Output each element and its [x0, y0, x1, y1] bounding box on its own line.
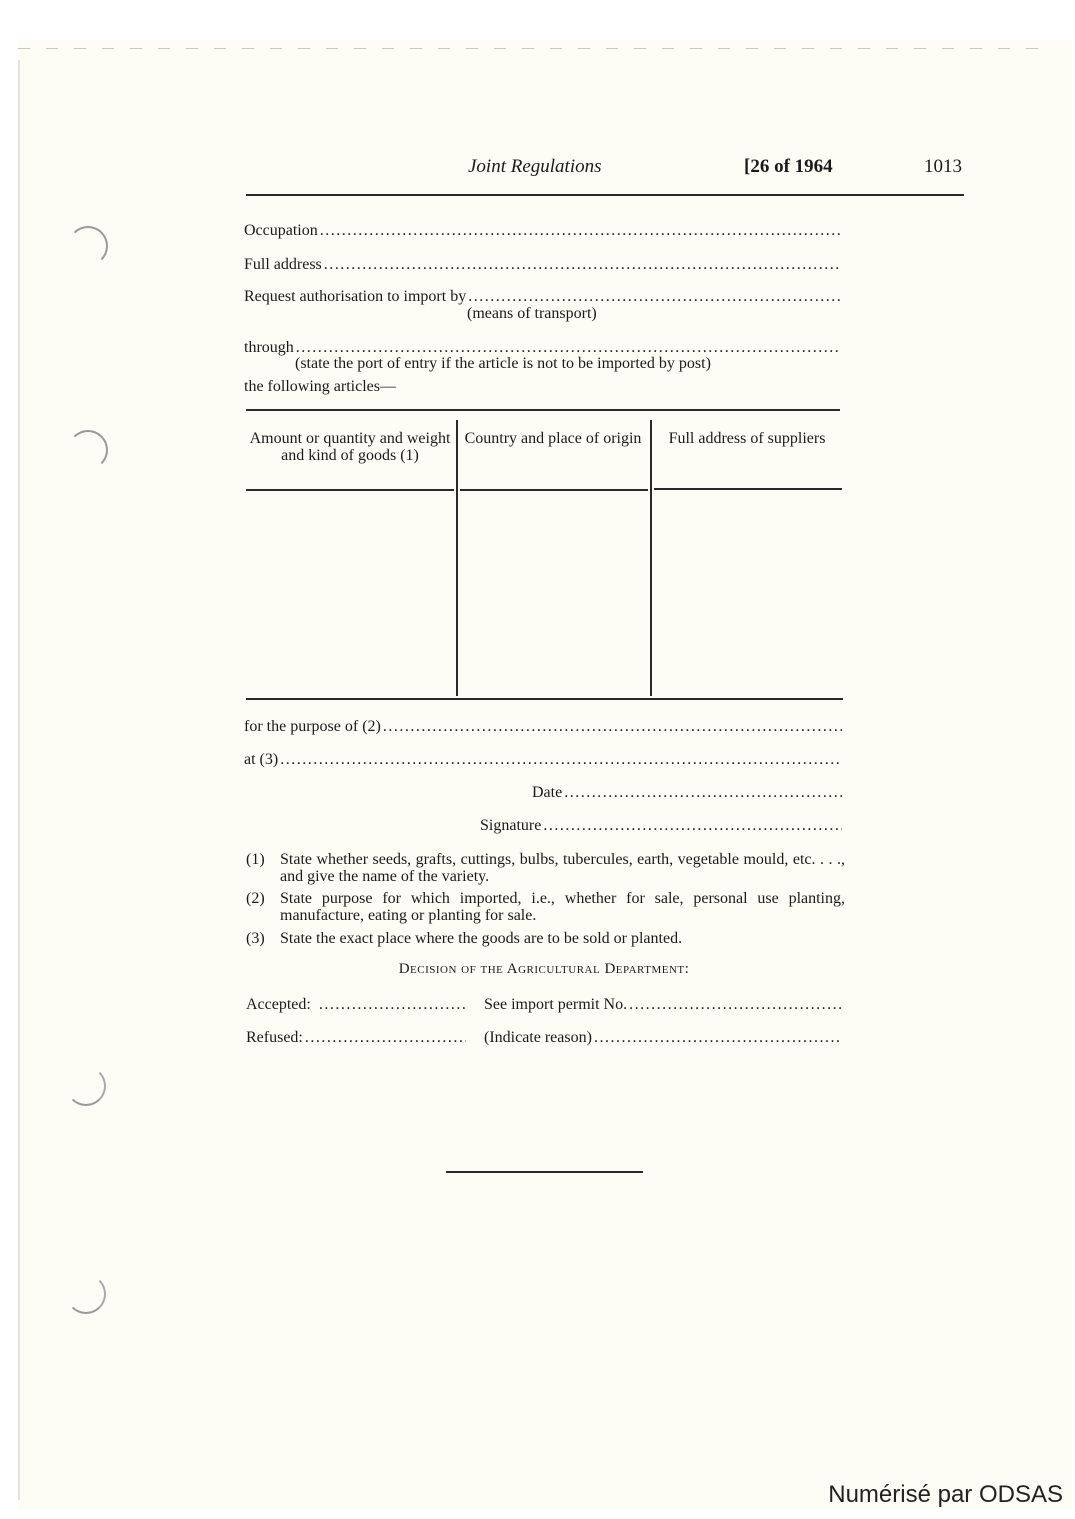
occupation-field [244, 222, 840, 240]
signature-label: Signature [480, 817, 542, 834]
note-3 [246, 930, 845, 947]
accepted-field [246, 996, 466, 1014]
note-2 [246, 890, 845, 924]
table-header-rule-1 [246, 489, 454, 491]
page-number: 1013 [924, 156, 962, 177]
table-divider-2 [650, 420, 652, 696]
refused-label: Refused: [246, 1029, 303, 1046]
accepted-permit-dots [629, 996, 842, 1014]
following-articles: the following articles— [244, 378, 396, 395]
note-3-text: State the exact place where the goods are to be sold or planted. [280, 930, 683, 947]
page-edge-left [18, 60, 20, 1500]
means-hint: (means of transport) [467, 305, 597, 322]
place-label: at (3) [244, 751, 279, 768]
table-header-amount: Amount or quantity and weight and kind of goods (1) [249, 430, 451, 464]
note-1-number: (1) [246, 851, 265, 868]
refused-reason-label: (Indicate reason) [484, 1029, 592, 1046]
through-label: through [244, 339, 294, 356]
signature-field [480, 817, 842, 835]
full-address-field [244, 256, 840, 274]
signature-dots [543, 817, 842, 835]
accepted-label: Accepted: [246, 996, 311, 1013]
refused-reason-field [484, 1029, 842, 1047]
binder-hole-3 [66, 1066, 106, 1106]
table-header-rule-3 [654, 488, 842, 490]
table-divider-1 [456, 420, 458, 696]
accepted-permit-label: See import permit No. [484, 996, 628, 1013]
through-hint: (state the port of entry if the article is not to be imported by post) [295, 355, 711, 372]
note-1 [246, 851, 845, 885]
act-reference: [26 of 1964 [744, 156, 833, 177]
table-header-rule-2 [460, 489, 648, 491]
page-edge-top [18, 48, 1048, 49]
note-2-number: (2) [246, 890, 265, 907]
place-dots [280, 751, 842, 769]
binder-hole-4 [66, 1274, 106, 1314]
date-label: Date [532, 784, 563, 801]
request-field [244, 288, 840, 306]
purpose-label: for the purpose of (2) [244, 718, 381, 735]
note-2-text: State purpose for which imported, i.e., whether for sale, personal use planting, manufacture, eating or planting for sale. [280, 890, 845, 924]
request-dots [468, 288, 840, 306]
binder-hole-1 [68, 226, 108, 266]
table-header-origin: Country and place of origin [464, 430, 642, 447]
purpose-dots [383, 718, 842, 736]
occupation-label: Occupation [244, 222, 318, 239]
refused-reason-dots [594, 1029, 842, 1047]
accepted-permit-field [484, 996, 842, 1014]
full-address-label: Full address [244, 256, 322, 273]
date-dots [564, 784, 842, 802]
header-rule [246, 194, 964, 196]
purpose-field [244, 718, 842, 736]
table-top-rule [246, 409, 840, 411]
date-field [532, 784, 842, 802]
accepted-dots [319, 996, 466, 1014]
refused-dots [305, 1029, 466, 1047]
table-header-suppliers: Full address of suppliers [668, 430, 826, 447]
table-bottom-rule [246, 698, 843, 700]
request-label: Request authorisation to import by [244, 288, 467, 305]
full-address-dots [324, 256, 840, 274]
place-field [244, 751, 842, 769]
decision-heading: Decision of the Agricultural Department: [398, 961, 690, 977]
binder-hole-2 [68, 430, 108, 470]
digitization-watermark: Numérisé par ODSAS [828, 1481, 1063, 1508]
note-3-number: (3) [246, 930, 265, 947]
note-1-text: State whether seeds, grafts, cuttings, bulbs, tubercules, earth, vegetable mould, etc. . . ., and give the name of the variety. [280, 851, 845, 885]
occupation-dots [320, 222, 840, 240]
refused-field [246, 1029, 466, 1047]
end-rule [446, 1171, 643, 1173]
running-title: Joint Regulations [468, 156, 602, 177]
